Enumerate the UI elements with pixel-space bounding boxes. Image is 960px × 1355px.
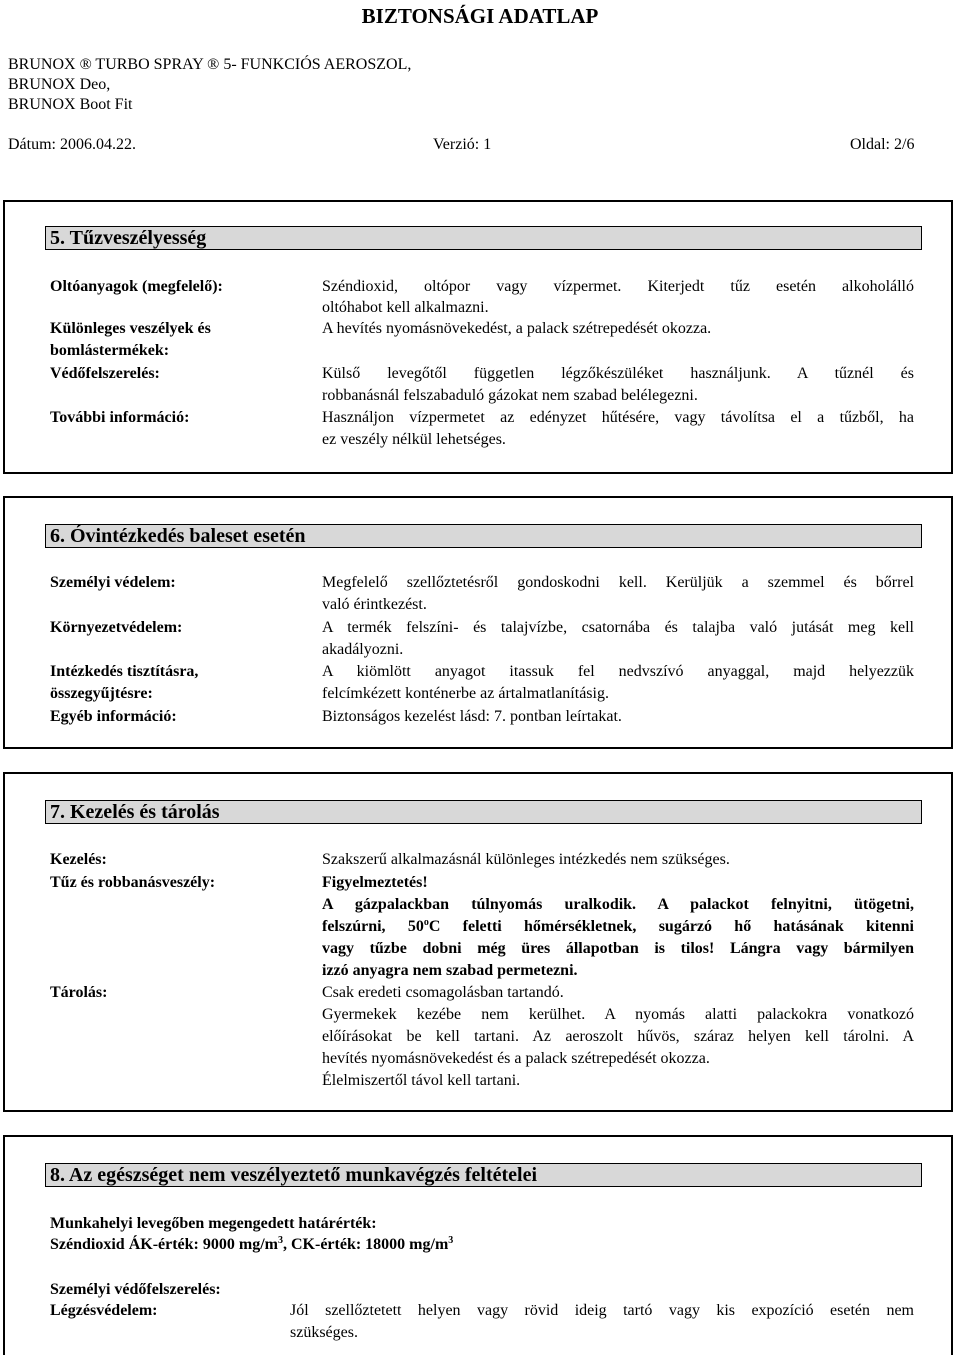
s8-label-respiratory: Légzésvédelem: [50,1302,158,1319]
s5-label-hazards-2: bomlástermékek: [50,342,170,359]
s7-storage-line-5: Élelmiszertől távol kell tartani. [322,1072,521,1089]
s7-storage-line-3: előírásokat be kell tartani. Az aeroszolt hűvös, száraz helyen kell tárolni. A [322,1028,914,1045]
s7-label-storage: Tárolás: [50,984,108,1001]
section-5-title: 5. Tűzveszélyesség [45,226,922,250]
document-version: Verzió: 1 [433,136,492,153]
s6-label-personal: Személyi védelem: [50,574,176,591]
s5-value-further-info-1: Használjon vízpermetet az edényzet hűtésére, vagy távolítsa el a tűzből, ha [322,409,914,426]
s6-value-personal-2: való érintkezést. [322,596,427,613]
s8-label-personal-protection: Személyi védőfelszerelés: [50,1281,221,1298]
s5-value-further-info-2: ez veszély nélkül lehetséges. [322,431,506,448]
s7-storage-line-2: Gyermekek kezébe nem kerülhet. A nyomás alatti palackokra vonatkozó [322,1006,914,1023]
s7-value-handling: Szakszerű alkalmazásnál különleges intézkedés nem szükséges. [322,851,730,868]
s6-label-environment: Környezetvédelem: [50,619,183,636]
s7-warning-line-2: felszúrni, 50$^o$C feletti hőmérsékletnek, sugárzó hő hatásának kitenni [322,917,915,935]
section-8-title: 8. Az egészséget nem veszélyeztető munkavégzés feltételei [45,1163,922,1187]
s5-label-hazards-1: Különleges veszélyek és [50,320,211,337]
product-line-2: BRUNOX Deo, [8,76,111,93]
s8-value-respiratory-2: szükséges. [290,1324,358,1341]
s8-exposure-limit-heading: Munkahelyi levegőben megengedett határérték: [50,1215,377,1232]
s5-label-extinguishing: Oltóanyagok (megfelelő): [50,278,223,295]
s8-value-respiratory-1: Jól szellőztetett helyen vagy rövid ideig tartó vagy kis expozíció esetén nem [290,1302,914,1319]
s7-label-handling: Kezelés: [50,851,107,868]
s6-value-other: Biztonságos kezelést lásd: 7. pontban leírtakat. [322,708,622,725]
s5-value-protective-1: Külső levegőtől független légzőkészüléket használjunk. A tűznél és [322,365,914,382]
document-title: BIZTONSÁGI ADATLAP [361,4,599,28]
document-date: Dátum: 2006.04.22. [8,136,136,153]
s7-storage-line-1: Csak eredeti csomagolásban tartandó. [322,984,564,1001]
s6-value-environment-1: A termék felszíni- és talajvízbe, csatornába és talajba való jutását meg kell [322,619,914,636]
s6-value-cleanup-1: A kiömlött anyagot itassuk fel nedvszívó anyaggal, majd helyezzük [322,663,914,680]
s7-warning-line-3: vagy tűzbe dobni még üres állapotban is tilos! Lángra vagy bármilyen [322,940,914,957]
s7-warning-line-4: izzó anyagra nem szabad permetezni. [322,962,578,979]
s8-co2-limits: Széndioxid ÁK-érték: 9000 $mg/m^3$, CK-érték: 18000 $mg/m^3$ [50,1235,454,1253]
s6-value-personal-1: Megfelelő szellőztetésről gondoskodni kell. Kerüljük a szemmel és bőrrel [322,574,914,591]
page-number: Oldal: 2/6 [850,136,915,153]
s6-label-cleanup-2: összegyűjtésre: [50,685,153,702]
s7-warning-heading: Figyelmeztetés! [322,874,428,891]
s6-label-other: Egyéb információ: [50,708,177,725]
s5-value-extinguishing-2: oltóhabot kell alkalmazni. [322,299,489,316]
s5-label-protective: Védőfelszerelés: [50,365,160,382]
product-line-1: BRUNOX ® TURBO SPRAY ® 5- FUNKCIÓS AEROSZOL, [8,56,412,73]
s7-warning-line-1: A gázpalackban túlnyomás uralkodik. A palackot felnyitni, ütögetni, [322,896,914,913]
product-line-3: BRUNOX Boot Fit [8,96,133,113]
s7-storage-line-4: hevítés nyomásnövekedést és a palack szétrepedését okozza. [322,1050,710,1067]
s5-value-protective-2: robbanásnál felszabaduló gázokat nem szabad belélegezni. [322,387,698,404]
s5-label-further-info: További információ: [50,409,190,426]
s5-value-hazards: A hevítés nyomásnövekedést, a palack szétrepedését okozza. [322,320,712,337]
s6-label-cleanup-1: Intézkedés tisztításra, [50,663,199,680]
s7-label-fire-explosion: Tűz és robbanásveszély: [50,874,216,891]
s5-value-extinguishing-1: Széndioxid, oltópor vagy vízpermet. Kiterjedt tűz esetén alkoholálló [322,278,914,295]
section-7-title: 7. Kezelés és tárolás [45,800,922,824]
s6-value-environment-2: akadályozni. [322,641,404,658]
s6-value-cleanup-2: felcímkézett konténerbe az ártalmatlanításig. [322,685,609,702]
section-6-title: 6. Óvintézkedés baleset esetén [45,524,922,548]
